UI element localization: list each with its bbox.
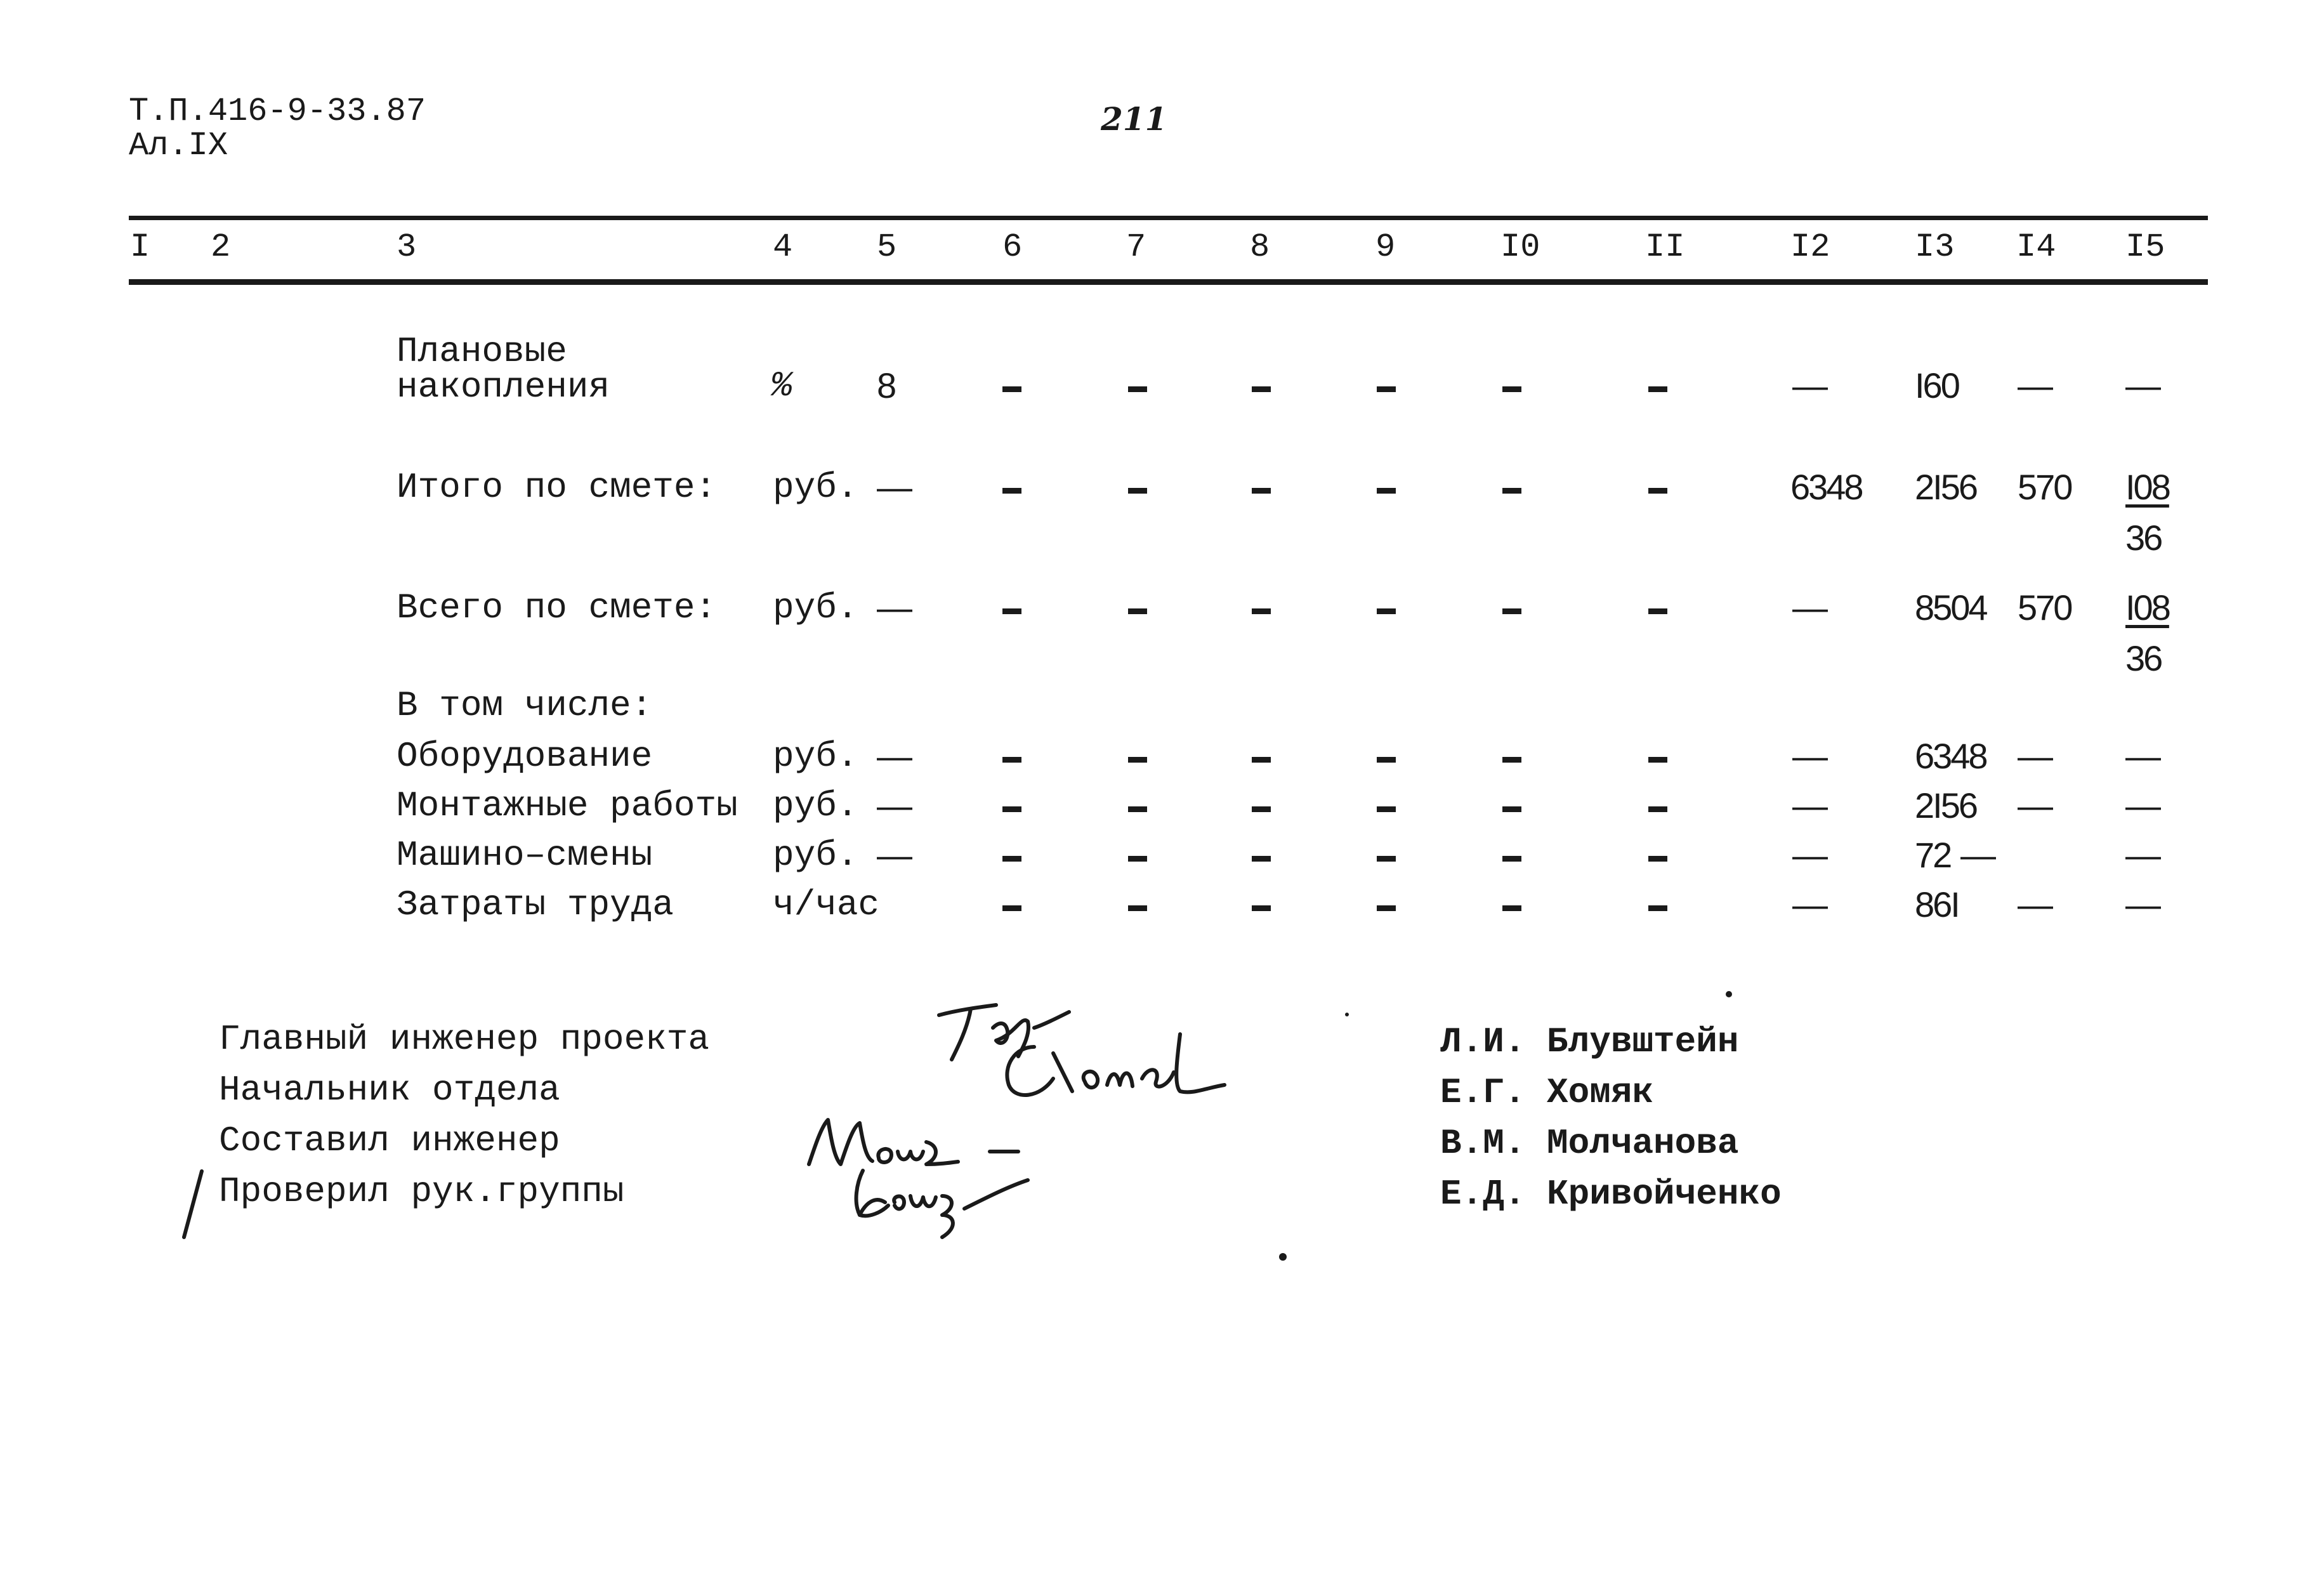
cell-col14: 570 xyxy=(2018,588,2071,627)
empty-cell-dash xyxy=(1648,856,1667,862)
empty-cell-dash xyxy=(1128,856,1147,862)
empty-cell-dash xyxy=(1252,905,1271,911)
cell-col5: — xyxy=(877,785,910,825)
table-top-rule xyxy=(129,216,2208,220)
cell-col13: 6348 xyxy=(1915,736,1986,776)
cell-col15: — xyxy=(2125,835,2159,875)
empty-cell-dash xyxy=(1002,488,1021,494)
empty-cell-dash xyxy=(1502,386,1521,392)
col-header-4: 4 xyxy=(773,228,793,266)
col-header-9: 9 xyxy=(1375,228,1396,266)
cell-col12: 6348 xyxy=(1790,467,1862,507)
cell-col15: — xyxy=(2125,365,2159,405)
cell-col5: — xyxy=(877,835,910,875)
cell-col5: — xyxy=(877,588,910,627)
empty-cell-dash xyxy=(1648,905,1667,911)
row-unit: ч/час xyxy=(773,884,880,925)
empty-cell-dash xyxy=(1648,806,1667,812)
signatory-name: В.М. Молчанова xyxy=(1440,1123,1739,1164)
empty-cell-dash xyxy=(1002,806,1021,812)
empty-cell-dash xyxy=(1377,856,1396,862)
empty-cell-dash xyxy=(1128,905,1147,911)
col-header-5: 5 xyxy=(877,228,897,266)
empty-cell-dash xyxy=(1128,806,1147,812)
empty-cell-dash xyxy=(1002,856,1021,862)
cell-col13: 2I56 xyxy=(1915,785,1976,825)
empty-cell-dash xyxy=(1128,386,1147,392)
col-header-12: I2 xyxy=(1790,228,1830,266)
empty-cell-dash xyxy=(1377,905,1396,911)
empty-cell-dash xyxy=(1648,757,1667,763)
row-unit: руб. xyxy=(773,785,858,826)
col-header-10: I0 xyxy=(1500,228,1540,266)
signatory-role: Начальник отдела xyxy=(219,1070,560,1110)
empty-cell-dash xyxy=(1502,856,1521,862)
album-number: Ал.IX xyxy=(129,127,228,164)
col-header-11: II xyxy=(1645,228,1685,266)
row-label: Плановые xyxy=(397,331,567,372)
empty-cell-dash xyxy=(1648,488,1667,494)
col-header-13: I3 xyxy=(1915,228,1955,266)
row-label: Монтажные работы xyxy=(397,785,738,826)
empty-cell-dash xyxy=(1128,488,1147,494)
empty-cell-dash xyxy=(1377,608,1396,614)
empty-cell-dash xyxy=(1002,757,1021,763)
empty-cell-dash xyxy=(1252,608,1271,614)
col-header-3: 3 xyxy=(397,228,417,266)
empty-cell-dash xyxy=(1252,757,1271,763)
cell-col13: I60 xyxy=(1915,365,1959,405)
empty-cell-dash xyxy=(1648,608,1667,614)
cell-col14: 570 xyxy=(2018,467,2071,507)
signatory-name: Е.Д. Кривойченко xyxy=(1440,1174,1782,1214)
cell-col12: — xyxy=(1792,588,1826,627)
signatory-role: Составил инженер xyxy=(219,1120,560,1161)
empty-cell-dash xyxy=(1002,386,1021,392)
row-label: Всего по смете: xyxy=(397,588,717,628)
cell-col13: 86I xyxy=(1915,884,1959,924)
cell-col5: — xyxy=(877,736,910,776)
row-unit: руб. xyxy=(773,736,858,777)
cell-col13: 8504 xyxy=(1915,588,1986,627)
row-label: Итого по смете: xyxy=(397,467,717,508)
cell-col15-denominator: 36 xyxy=(2125,518,2162,558)
cell-col12: — xyxy=(1792,835,1826,875)
empty-cell-dash xyxy=(1128,608,1147,614)
document-code: Т.П.416-9-33.87 xyxy=(129,93,426,130)
col-header-7: 7 xyxy=(1126,228,1146,266)
col-header-14: I4 xyxy=(2016,228,2056,266)
empty-cell-dash xyxy=(1252,806,1271,812)
cell-col14: — xyxy=(1960,835,1994,875)
margin-mark xyxy=(178,1167,216,1244)
empty-cell-dash xyxy=(1502,608,1521,614)
cell-col15-denominator: 36 xyxy=(2125,638,2162,678)
cell-col15-numerator: I08 xyxy=(2125,588,2169,627)
row-label: Оборудование xyxy=(397,736,653,777)
cell-col13: 72 xyxy=(1915,835,1951,875)
signatory-role: Проверил рук.группы xyxy=(219,1171,624,1212)
cell-col14: — xyxy=(2018,365,2051,405)
cell-col14: — xyxy=(2018,736,2051,776)
empty-cell-dash xyxy=(1377,386,1396,392)
handwritten-signature-checker xyxy=(837,1158,1041,1247)
cell-col5: 8 xyxy=(877,365,895,405)
signatory-name: Л.И. Блувштейн xyxy=(1440,1021,1739,1062)
row-unit: руб. xyxy=(773,835,858,876)
empty-cell-dash xyxy=(1648,386,1667,392)
signatory-name: Е.Г. Хомяк xyxy=(1440,1072,1654,1113)
scan-speck xyxy=(1345,1013,1349,1016)
col-header-6: 6 xyxy=(1002,228,1023,266)
row-label: Затраты труда xyxy=(397,884,674,925)
col-header-8: 8 xyxy=(1250,228,1270,266)
row-subheading: В том числе: xyxy=(397,685,653,726)
cell-col15: — xyxy=(2125,785,2159,825)
signatory-role: Главный инженер проекта xyxy=(219,1019,709,1060)
cell-col12: — xyxy=(1792,365,1826,405)
empty-cell-dash xyxy=(1128,757,1147,763)
cell-col5: — xyxy=(877,467,910,507)
row-label: Машино–смены xyxy=(397,835,653,876)
col-header-1: I xyxy=(130,228,150,266)
empty-cell-dash xyxy=(1502,905,1521,911)
empty-cell-dash xyxy=(1252,386,1271,392)
cell-col15-numerator: I08 xyxy=(2125,467,2169,507)
empty-cell-dash xyxy=(1252,856,1271,862)
empty-cell-dash xyxy=(1502,757,1521,763)
row-unit: руб. xyxy=(773,588,858,628)
col-header-2: 2 xyxy=(211,228,231,266)
empty-cell-dash xyxy=(1002,905,1021,911)
scan-speck xyxy=(1279,1253,1287,1261)
cell-col12: — xyxy=(1792,785,1826,825)
scan-speck xyxy=(1726,991,1732,997)
page-number: 211 xyxy=(1101,100,1167,138)
empty-cell-dash xyxy=(1502,806,1521,812)
cell-col12: — xyxy=(1792,736,1826,776)
empty-cell-dash xyxy=(1377,806,1396,812)
cell-col13: 2I56 xyxy=(1915,467,1976,507)
cell-col14: — xyxy=(2018,785,2051,825)
row-label-continued: накопления xyxy=(397,367,610,407)
cell-col12: — xyxy=(1792,884,1826,924)
cell-col15: — xyxy=(2125,736,2159,776)
cell-col15: — xyxy=(2125,884,2159,924)
empty-cell-dash xyxy=(1002,608,1021,614)
cell-col14: — xyxy=(2018,884,2051,924)
empty-cell-dash xyxy=(1377,488,1396,494)
row-unit: руб. xyxy=(773,467,858,508)
empty-cell-dash xyxy=(1377,757,1396,763)
row-unit: % xyxy=(771,365,792,406)
empty-cell-dash xyxy=(1502,488,1521,494)
empty-cell-dash xyxy=(1252,488,1271,494)
col-header-15: I5 xyxy=(2125,228,2165,266)
handwritten-signature-dept-head xyxy=(990,1028,1231,1117)
table-header-rule xyxy=(129,279,2208,285)
